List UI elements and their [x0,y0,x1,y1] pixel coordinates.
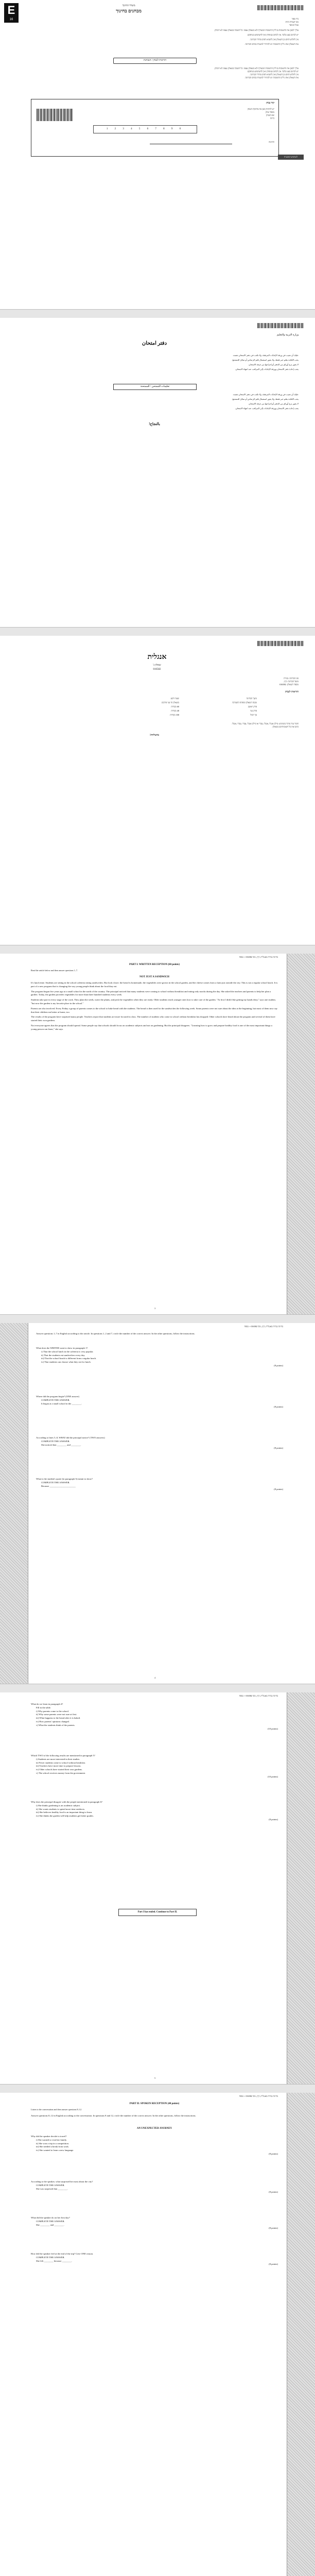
arabic-title: دفتر امتحان [142,341,167,346]
article-paragraph: Parents are also involved. Every Friday a group of parents comes to the school to bake bread with the students. The bread is then used for the sandwiches the following week. Some parents were not sure about the idea at the beginning, but most of them now say that their children eat better at home, too. [31,1007,277,1013]
note-line: חומר עזר מותר בשימוש: מילון אנגלי–אנגלי–עברי או מילון אנגלי–עברי–עברי–אנגלי. [231,722,299,725]
info-line: סוג הבחינה: בגרות [284,677,299,680]
arabic-instructions [31,354,299,372]
signature-label: חתימה [268,141,274,143]
header-title: מבחנים בחינוך [116,8,142,13]
question-8 [31,2135,278,2156]
answer-option[interactable]: iii) What happens to the bread after it is baked. [36,1717,81,1720]
arabic-line: عليك أن تجيب في ورقة الإجابات المرفقة، ولا تكتب في دفتر الامتحان نفسه. [233,393,299,396]
codes-line: מספר נבחן [265,111,274,113]
instructions-block [31,29,299,47]
question-instruction: COMPLETE THE ANSWER. [41,1439,70,1443]
part-intro: Answer questions 8–12 in English according to the conversation. In questions 8 and 12, circle the number of the correct answer. In the other questions, follow the instructions. [31,2114,196,2117]
table-cell: מבנה השאלון ומפתח ההערכה [232,701,257,704]
arabic-line: يجب إعادة دفتر الامتحان وورقة الإجابات إلى المراقب عند انتهاء الامتحان. [235,368,299,370]
exam-id-line: שאלון ג' [153,664,161,667]
arabic-instructions-box: تعليمات للممتحن / للممتحنة [113,384,197,390]
instruction-line: יש לכתוב בעט בלבד. אין לכתוב בעיפרון ואין להשתמש בטיפקס. [247,70,299,73]
top-line: מס' תעודת זהות [285,21,299,23]
info-line: מספר השאלון: 016582 [279,683,299,686]
table-cell: 100 נקודות [170,714,179,716]
question-points: (8 points) [269,2227,278,2230]
question-stem: What is the student's quote (in paragraph 3) meant to show? [36,1478,93,1480]
part-title [31,2102,278,2106]
instruction-line: עליך לסמן את התשובות בגיליון התשובות המצורף ולא בשאלון עצמו. כל תשובה בשאלון עצמו לא תיבדק. [214,29,299,31]
continue-box: Part I has ended. Continue to Part II. [118,1909,197,1916]
answer-field[interactable]: It began at a small school in the ________. [41,1402,82,1405]
notes-block [62,722,299,728]
subject-barcode [257,641,304,646]
arabic-instructions-2 [31,393,299,412]
answer-option[interactable]: i) Why parents come to the school. [36,1709,69,1713]
subject-page [0,636,315,945]
question-points: (8 points) [269,2191,278,2194]
part-title [31,963,278,967]
answer-option[interactable]: iv) How parents' opinions changed. [36,1720,69,1723]
arabic-line: يجب الكتابة بقلم حبر فقط، ولا يجوز استعمال قلم الرصاص أو سائل التصحيح. [232,359,299,361]
question-instruction: COMPLETE THE ANSWER. [41,1481,70,1484]
question-stem: According to lines 5–8, WHAT did the principal notice? (TWO answers) [36,1436,105,1439]
question-points: (8 points) [269,2263,278,2266]
article-body [31,981,278,1033]
info-lines [154,677,299,686]
question-6 [31,1754,278,1779]
table-cell: פרק שני [250,709,257,712]
question-instruction: COMPLETE THE ANSWER. [36,2219,65,2223]
question-stem: What do we learn in paragraph 4? [31,1703,63,1705]
question-points: (8 points) [274,1447,283,1450]
answer-option[interactable]: iii) Teachers have more time to prepare lessons. [36,1765,81,1768]
answer-field[interactable]: Because ______________________ [41,1484,76,1487]
section-title: הוראות לנבחן [285,691,299,693]
good-luck: בהצלחה! [150,734,159,737]
part-instruction: Read the article below and then answer questions 1–7. [31,969,78,972]
top-info-lines [154,18,299,27]
article-paragraph: The results of the program have surprised many people. Teachers report that students are more focused in class. The number of students who come to school without breakfast has dropped. Other schools have heard about the program and several of them have started their own gardens. [31,1015,275,1022]
part-instruction: Listen to the conversation and then answer questions 8–12. [31,2108,82,2111]
answer-option[interactable]: iii) She believes healthy food is an important thing to learn. [36,1811,93,1814]
table-cell: בשאלון זה שני פרקים [161,701,179,704]
page-separator [0,1314,315,1324]
margin-strip [0,1323,28,1684]
exam-code: 16 [9,18,13,21]
question-points: (8 points) [274,1364,283,1367]
table-cell: סך הכול [250,714,257,716]
part2-page [0,2093,315,2576]
top-line: סמל המוסד [289,24,299,26]
question-3 [36,1436,283,1450]
answer-option[interactable]: iv) She wanted to learn a new language. [36,2149,74,2152]
arabic-line: لا يجوز نزع أوراق من الدفتر أو إخراجها من غرفة الامتحان. [248,402,299,405]
page-separator [0,309,315,318]
question-5 [31,1703,278,1731]
arabic-footer: بالنجاح! [149,422,160,426]
margin-strip [287,2093,315,2576]
question-points: (8 points) [269,2152,278,2155]
question-11 [31,2252,278,2266]
answer-field[interactable]: She felt ________ because ________. [36,2259,73,2262]
question-stem: What does the WRITER want to show in paragraph 1? [36,1347,88,1349]
question-instruction: COMPLETE THE ANSWER. [36,2256,65,2259]
question-1 [36,1347,283,1368]
instruction-line: עליך לסמן את התשובות בגיליון התשובות המצורף ולא בשאלון עצמו. כל תשובה בשאלון עצמו לא תיבדק. [214,67,299,70]
question-stem: According to the speaker, what surprised her most about the city? [31,2180,93,2183]
header-strip: בחינת בגרות באנגלית, קיץ, מס' 016582 + נספח [239,956,278,958]
table-cell: 40 נקודות [171,709,179,712]
arabic-line: عليك أن تجيب في ورقة الإجابات المرفقة، ولا تكتب في دفتر الامتحان نفسه. [233,354,299,357]
answer-option[interactable]: i) That the school lunch in the cafeteria is very popular. [41,1350,94,1353]
question-stem: Where did the program begin? (ONE answer) [36,1395,79,1398]
question-points: (10 points) [267,1775,278,1778]
answer-option[interactable]: i) She thinks gardening is an academic subject. [36,1804,81,1807]
secondary-instructions [31,67,299,79]
page-separator [0,2084,315,2093]
part1-page [0,954,315,1314]
header-strip: בחינת בגרות באנגלית, קיץ, מס' 016582 + נספח [239,2095,278,2097]
table-cell: פרק ראשון [248,705,257,708]
question-stem: Which TWO of the following results are mentioned in paragraph 5? [31,1754,95,1757]
answer-field[interactable]: She noticed that ________ and ________. [41,1443,81,1446]
questions-a-page [0,1323,315,1684]
answer-option[interactable]: v) What the students think of the parents. [36,1723,75,1726]
margin-strip [287,954,315,1314]
part-title-text: PART I: WRITTEN RECEPTION [129,963,168,966]
question-points: (8 points) [274,1488,283,1491]
page-number: 4 [154,1676,156,1679]
table-cell: שעה ורבע [170,697,179,700]
question-2 [36,1395,283,1409]
questions-intro: Answer questions 1–7 in English according to the article. In questions 1, 2 and 7, circle the number of the correct answer. In the other questions, follow the instructions. [36,1332,195,1335]
answer-option[interactable]: iii) That the school lunch is different from a regular lunch. [41,1357,97,1360]
page-separator [0,945,315,954]
codes-lines [161,108,274,120]
instruction-line: יש לכתוב בעט בלבד. אין לכתוב בעיפרון ואין להשתמש בטיפקס. [247,33,299,36]
question-stem: How did the speaker feel at the end of the trip? Give ONE reason. [31,2252,94,2255]
questions-b-page [0,1692,315,2084]
question-7 [31,1801,278,1822]
table-row [124,713,257,717]
exam-letter-badge [4,3,19,23]
answer-option[interactable]: i) She wanted to visit her family. [36,2138,67,2141]
instruction-line: את השאלון ואת גיליון התשובות יש להחזיר למשגיח בסיום הבחינה. [244,43,299,45]
question-9 [31,2180,278,2194]
part-title-text: PART II: SPOKEN RECEPTION [129,2103,167,2105]
instruction-line: את השאלון ואת גיליון התשובות יש להחזיר למשגיח בסיום הבחינה. [244,76,299,79]
article-paragraph: It's lunch time. Students are sitting in the school cafeteria eating sandwiches. But look closer: the bread is homemade, the vegetables were grown in the school garden, and the cheese comes from a farm just outside the city. This is not a regular school lunch. It is part of a new program that is changing the way young people think about the food they eat. [31,981,278,988]
question-instruction: COMPLETE THE ANSWER. [41,1398,70,1401]
codes-line: כיתה [270,117,274,120]
question-points: (8 points) [269,1818,278,1821]
answer-option[interactable]: v) The school receives money from the government. [36,1771,86,1774]
answer-option[interactable]: ii) Why some parents were not sure at first. [36,1713,77,1716]
page-separator [0,627,315,636]
answer-option[interactable]: ii) That the students eat sandwiches every day. [41,1353,85,1357]
codes-line: יש להדביק כאן את מדבקת הנבחן [247,108,274,110]
table-row [124,701,257,705]
form-code: 016582 [153,668,161,671]
proctor-bar [278,155,304,160]
header-strip: בחינת בגרות באנגלית, קיץ, מס' 016582 + נספח [244,1325,283,1328]
top-line: בית ספר [291,18,299,20]
arabic-barcode [257,323,304,328]
codes-title: קוד נבחן [266,102,274,105]
instruction-line: אין לתלוש דפים מן השאלון ואין להוציא דפים מחדר הבחינה. [250,73,299,76]
part-points: (40 points) [167,2103,180,2105]
section-heading: AN UNEXPECTED JOURNEY [136,2127,172,2130]
article-title: NOT JUST A SANDWICH [139,976,169,978]
arabic-ministry: وزارة التربية والتعليم [276,334,299,336]
arabic-line: يجب إعادة دفتر الامتحان وورقة الإجابات إلى المراقب عند انتهاء الامتحان. [235,407,299,410]
codes-line: שם הנבחן [266,114,274,116]
question-points: (10 points) [267,1727,278,1730]
codes-panel [31,99,279,157]
digit-grid[interactable]: 1 2 3 4 5 6 7 8 9 0 [93,125,197,133]
answer-option[interactable]: iii) She needed a break from work. [36,2145,69,2148]
table-row [124,697,257,701]
question-stem: Why does the principal disagree with the people mentioned in paragraph 6? [31,1801,102,1803]
codes-barcode [37,109,73,121]
question-points: (8 points) [274,1405,283,1409]
answer-field[interactable]: She ________ and ________. [36,2223,64,2226]
question-10 [31,2216,278,2230]
answer-option[interactable]: ii) She wants students to spend more time outdoors. [36,1807,85,1810]
exam-letter: E [7,4,15,16]
page-number: 5 [154,2077,156,2079]
info-line: מועד הבחינה: קיץ [284,680,299,683]
page-number: 3 [154,1307,156,1310]
note-line: כתבו את כל תשובותיכם בשאלון. [272,725,299,728]
answer-option[interactable]: i) Students are more interested in their studies. [36,1757,80,1760]
arabic-cover-page [0,318,315,627]
table-row [124,705,257,709]
score-table [124,697,257,717]
table-cell: משך הבחינה [246,697,257,700]
page-separator [0,1684,315,1693]
answer-option[interactable]: iv) She thinks the garden will help students get better grades. [36,1815,94,1818]
instruction-line: אין לתלוש דפים מן השאלון ואין להוציא דפים מחדר הבחינה. [250,38,299,41]
table-row [124,709,257,713]
question-4 [36,1478,283,1492]
top-barcode [257,5,304,10]
cover-page [0,0,315,309]
answer-option[interactable]: ii) She won a trip in a competition. [36,2142,69,2145]
arabic-line: لا يجوز نزع أوراق من الدفتر أو إخراجها من غرفة الامتحان. [248,363,299,366]
arabic-line: يجب الكتابة بقلم حبر فقط، ولا يجوز استعمال قلم الرصاص أو سائل التصحيح. [232,398,299,400]
answer-field[interactable]: She was surprised that ________. [36,2187,68,2190]
article-paragraph: Not everyone agrees that the program should spread. Some people say that schools should focus on academic subjects and not on gardening. But the principal disagrees. "Learning how to grow and prepare healthy food is one of the most important things a young person can learn," she says. [31,1024,272,1030]
table-cell: 60 נקודות [171,705,179,708]
answer-option[interactable]: iv) That students can choose what they eat for lunch. [41,1361,91,1364]
question-instruction: Fill in the table. [36,1706,51,1709]
question-stem: What did the speaker do on her first day? [31,2216,70,2219]
proctor-bar-label: לשימוש המשגיח [284,156,298,158]
ministry-title: משרד החינוך [122,5,135,7]
answer-option[interactable]: ii) Fewer students come to school without breakfast. [36,1761,86,1764]
question-instruction: COMPLETE THE ANSWER. [36,2183,65,2187]
part-points: (60 points) [168,963,180,966]
subject-title: אנגלית [147,653,167,661]
article-paragraph: The program began five years ago at a small school in the north of the country. The principal noticed that many students were coming to school without breakfast and eating only snacks during the day. She asked the teachers and parents to help her plan a garden. Today, the garden provides vegetables for more than three hundred students every week. [31,990,271,996]
answer-option[interactable]: iv) Other schools have started their own gardens. [36,1768,83,1771]
margin-strip [287,1692,315,2084]
header-strip: בחינת בגרות באנגלית, קיץ, מס' 016582 + נספח [239,1694,278,1697]
question-stem: Why did the speaker decide to travel? [31,2135,67,2138]
article-paragraph: Students take part in every stage of the work. They plant the seeds, water the plants, and pick the vegetables when they are ready. Older students teach younger ones how to take care of the garden. "At first I didn't like getting my hands dirty," says one student, "but now the garden is my favorite place in the school." [31,998,276,1005]
instructions-box: הוראות לנבחן / הנבחנת [113,58,197,64]
